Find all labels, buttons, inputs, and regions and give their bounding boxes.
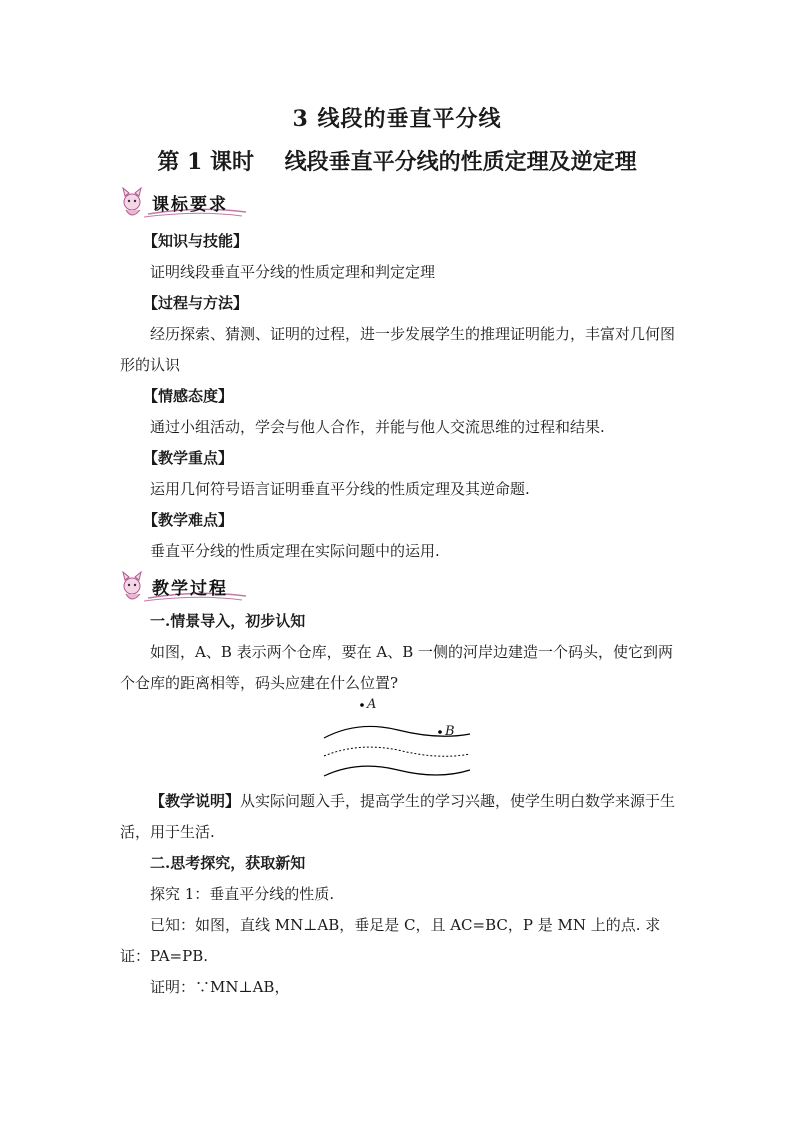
difficulty-heading: 【教学难点】 [143,511,234,529]
teaching-note [120,786,680,848]
point-a [360,703,364,707]
note-text: 从实际问题入手，提高学生的学习兴趣，使学生明白数学来源于生活，用于生活. [120,792,676,841]
point-b-label: B [445,724,455,739]
difficulty-text: 垂直平分线的性质定理在实际问题中的运用. [150,542,440,560]
emotion-heading: 【情感态度】 [143,387,234,405]
explore1-text: 探究 1：垂直平分线的性质. [150,885,335,903]
key-text: 运用几何符号语言证明垂直平分线的性质定理及其逆命题. [150,480,530,498]
knowledge-heading: 【知识与技能】 [143,232,249,250]
method-heading: 【过程与方法】 [143,294,249,312]
point-b [438,730,442,734]
step2-heading: 二.思考探究，获取新知 [150,854,306,872]
method-text: 经历探索、猜测、证明的过程，进一步发展学生的推理证明能力，丰富对几何图形的认识 [120,325,676,374]
point-a-label: A [367,697,377,712]
page-title: 3 线段的垂直平分线 [292,106,502,132]
step1-text: 如图，A、B 表示两个仓库，要在 A、B 一侧的河岸边建造一个码头，使它到两个仓库的距离相等，码头应建在什么位置? [120,643,674,692]
river-diagram [318,694,478,784]
requirements-banner-label: 课标要求 [152,195,228,215]
key-heading: 【教学重点】 [143,449,234,467]
requirements-banner [118,186,248,220]
knowledge-text: 证明线段垂直平分线的性质定理和判定定理 [150,263,436,281]
river-center-line [324,747,470,756]
process-banner-label: 教学过程 [152,579,228,599]
note-heading: 【教学说明】 [150,792,241,810]
emotion-text: 通过小组活动，学会与他人合作，并能与他人交流思维的过程和结果. [150,418,605,436]
given-text: 已知：如图，直线 MN⊥AB，垂足是 C，且 AC=BC，P 是 MN 上的点. 求证：PA=PB. [120,916,661,965]
river-bank-bottom [324,766,470,776]
river-figure [318,694,478,784]
process-banner [118,570,248,604]
step1-heading: 一.情景导入，初步认知 [150,612,306,630]
lesson-subtitle: 第 1 课时 线段垂直平分线的性质定理及逆定理 [157,149,637,175]
proof-start: 证明：∵MN⊥AB， [150,978,290,996]
